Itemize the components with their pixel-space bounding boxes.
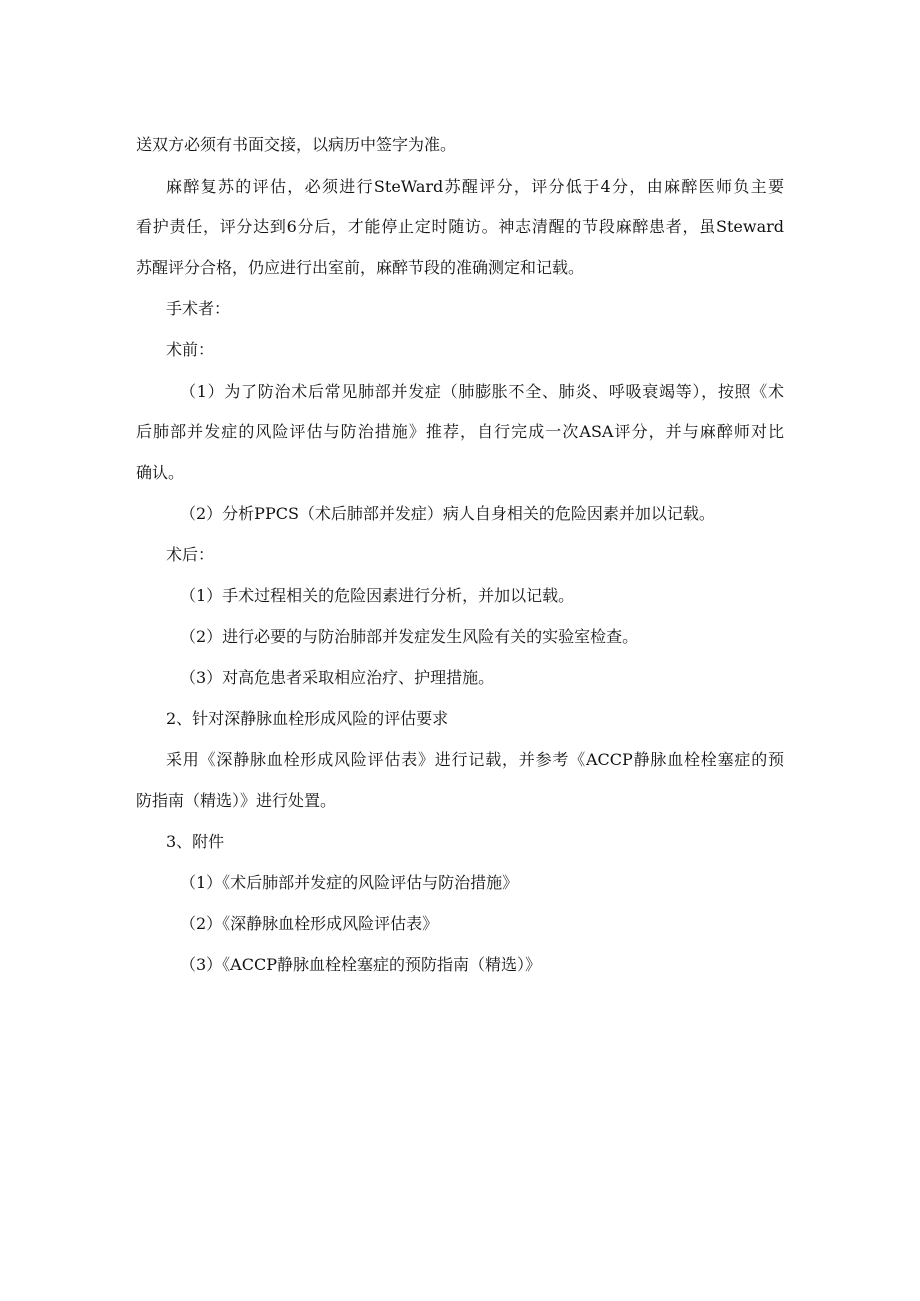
paragraph-line: 防指南（精选）》进行处置。 <box>136 791 337 810</box>
list-item-line: 确认。 <box>136 463 185 482</box>
section-heading: 3、附件 <box>166 832 225 851</box>
section-heading: 2、针对深静脉血栓形成风险的评估要求 <box>166 709 449 728</box>
list-item-line: （1）为了防治术后常见肺部并发症（肺膨胀不全、肺炎、呼吸衰竭等），按照《术 <box>180 382 784 401</box>
paragraph-line: 看护责任，评分达到6分后，才能停止定时随访。神志清醒的节段麻醉患者，虽Steward <box>136 217 784 236</box>
list-item-line: 后肺部并发症的风险评估与防治措施》推荐，自行完成一次ASA评分，并与麻醉师对比 <box>136 422 784 441</box>
attachment-item: （3）《ACCP静脉血栓栓塞症的预防指南（精选）》 <box>180 955 541 974</box>
attachment-item: （1）《术后肺部并发症的风险评估与防治措施》 <box>180 873 519 892</box>
heading-surgeon: 手术者： <box>166 299 231 318</box>
attachment-item: （2）《深静脉血栓形成风险评估表》 <box>180 914 439 933</box>
list-item: （1）手术过程相关的危险因素进行分析，并加以记载。 <box>180 586 575 605</box>
list-item: （3）对高危患者采取相应治疗、护理措施。 <box>180 668 495 687</box>
paragraph-line: 采用《深静脉血栓形成风险评估表》进行记载，并参考《ACCP静脉血栓栓塞症的预 <box>166 750 784 769</box>
paragraph-line: 麻醉复苏的评估，必须进行SteWard苏醒评分，评分低于4分，由麻醉医师负主要 <box>166 177 784 196</box>
paragraph-line: 送双方必须有书面交接，以病历中签字为准。 <box>136 135 457 154</box>
list-item: （2）分析PPCS（术后肺部并发症）病人自身相关的危险因素并加以记载。 <box>180 504 715 523</box>
paragraph-line: 苏醒评分合格，仍应进行出室前，麻醉节段的准确测定和记载。 <box>136 258 585 277</box>
heading-preoperative: 术前： <box>166 340 215 359</box>
heading-postoperative: 术后： <box>166 545 215 564</box>
list-item: （2）进行必要的与防治肺部并发症发生风险有关的实验室检查。 <box>180 627 639 646</box>
